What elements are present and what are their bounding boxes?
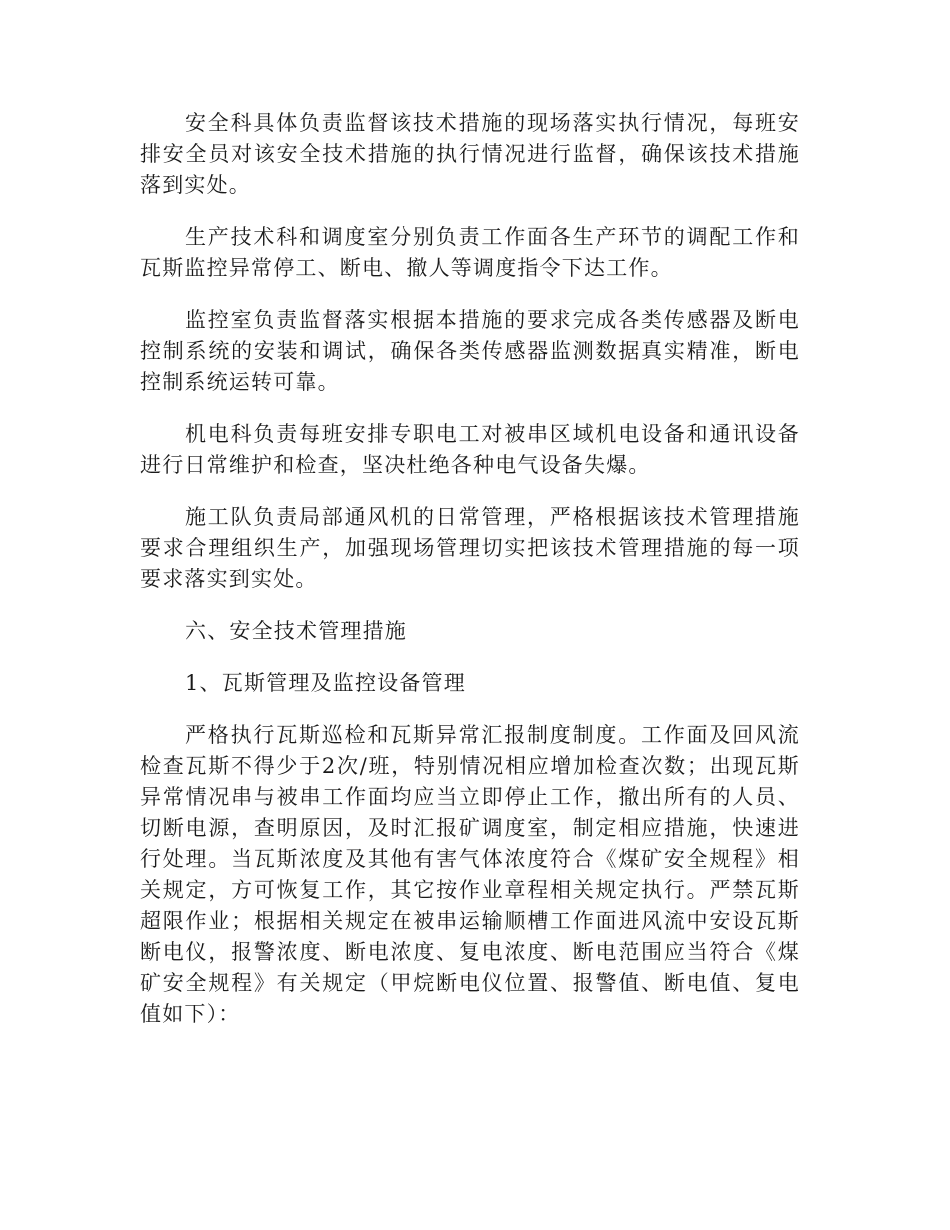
paragraph-monitoring-room: 监控室负责监督落实根据本措施的要求完成各类传感器及断电控制系统的安装和调试，确保各类传感器监测数据真实精准，断电控制系统运转可靠。: [140, 308, 800, 394]
paragraph-electrical-dept: 机电科负责每班安排专职电工对被串区域机电设备和通讯设备进行日常维护和检查，坚决杜绝各种电气设备失爆。: [140, 422, 800, 477]
document-body: [140, 108, 800, 1051]
subsection-heading: 1、瓦斯管理及监控设备管理: [185, 671, 466, 695]
paragraph-production-dept: 生产技术科和调度室分别负责工作面各生产环节的调配工作和瓦斯监控异常停工、断电、撤人等调度指令下达工作。: [140, 225, 800, 280]
paragraph-construction-team: 施工队负责局部通风机的日常管理，严格根据该技术管理措施要求合理组织生产，加强现场管理切实把该技术管理措施的每一项要求落实到实处。: [140, 505, 800, 591]
section-heading: 六、安全技术管理措施: [185, 619, 407, 643]
paragraph-gas-management: 严格执行瓦斯巡检和瓦斯异常汇报制度制度。工作面及回风流检查瓦斯不得少于2次/班，特别情况相应增加检查次数；出现瓦斯异常情况串与被串工作面均应当立即停止工作，撤出所有的人员、切断电源，查明原因，及时汇报矿调度室，制定相应措施，快速进行处理。当瓦斯浓度及其他有害气体浓度符合《煤矿安全规程》相关规定，方可恢复工作，其它按作业章程相关规定执行。严禁瓦斯超限作业；根据相关规定在被串运输顺槽工作面进风流中安设瓦斯断电仪，报警浓度、断电浓度、复电浓度、断电范围应当符合《煤矿安全规程》有关规定（甲烷断电仪位置、报警值、断电值、复电值如下）：: [140, 723, 800, 1026]
paragraph-safety-dept: 安全科具体负责监督该技术措施的现场落实执行情况，每班安排安全员对该安全技术措施的执行情况进行监督，确保该技术措施落到实处。: [140, 111, 800, 197]
